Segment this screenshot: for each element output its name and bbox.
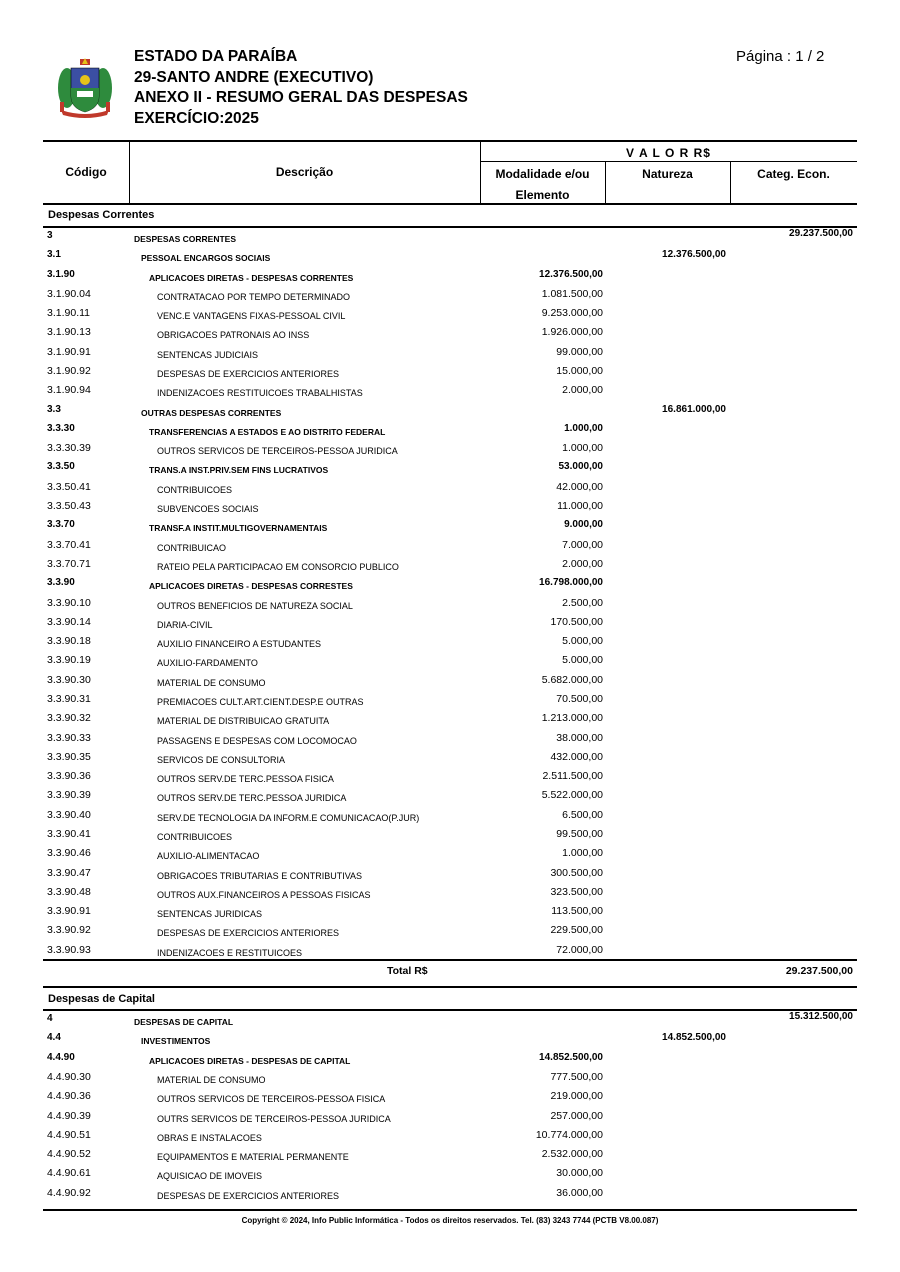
row-code: 4.4.90.30 (47, 1070, 91, 1083)
table-row (43, 555, 857, 574)
row-value-modalidade: 2.500,00 (562, 596, 603, 609)
table-row (43, 1029, 857, 1048)
row-code: 3.3.30 (47, 422, 75, 434)
row-description: EQUIPAMENTOS E MATERIAL PERMANENTE (157, 1152, 349, 1163)
row-description: CONTRIBUICOES (157, 484, 233, 495)
row-value-modalidade: 10.774.000,00 (535, 1128, 603, 1141)
total-label: Total R$ (387, 965, 428, 977)
row-value-modalidade: 30.000,00 (556, 1167, 603, 1180)
row-value-modalidade: 2.532.000,00 (541, 1148, 603, 1161)
row-description: AUXILIO FINANCEIRO A ESTUDANTES (157, 639, 322, 650)
total-bottom-border (43, 986, 857, 988)
row-code: 4.4.90.92 (47, 1186, 91, 1199)
row-code: 3.3.90.14 (47, 615, 91, 628)
table-row (43, 323, 857, 342)
row-value-modalidade: 5.522.000,00 (541, 789, 603, 802)
table-row (43, 343, 857, 362)
row-description: DESPESAS CORRENTES (134, 234, 237, 244)
row-code: 3.1.90.04 (47, 287, 91, 300)
row-description: OBRIGACOES TRIBUTARIAS E CONTRIBUTIVAS (157, 870, 363, 881)
row-code: 3.3.90.19 (47, 654, 91, 667)
header-fiscal-year: EXERCÍCIO:2025 (134, 109, 259, 127)
row-code: 3.3.90.30 (47, 673, 91, 686)
row-description: PASSAGENS E DESPESAS COM LOCOMOCAO (157, 735, 357, 746)
table-row (43, 767, 857, 786)
row-description: TRANSF.A INSTIT.MULTIGOVERNAMENTAIS (149, 523, 328, 534)
table-row (43, 786, 857, 805)
row-code: 4.4.90.61 (47, 1167, 91, 1180)
section-despesas-correntes: Despesas Correntes (48, 209, 155, 221)
row-value-modalidade: 12.376.500,00 (539, 268, 603, 280)
row-description: OUTROS SERVICOS DE TERCEIROS-PESSOA FISICA (157, 1094, 386, 1105)
row-value-modalidade: 6.500,00 (562, 808, 603, 821)
row-code: 4.4.90.39 (47, 1109, 91, 1122)
row-code: 3.1.90 (47, 268, 75, 280)
row-value-categ-econ: 15.312.500,00 (789, 1011, 853, 1022)
row-value-modalidade: 11.000,00 (557, 500, 603, 513)
row-code: 3.1 (47, 249, 61, 261)
row-value-natureza: 12.376.500,00 (662, 249, 726, 261)
table-row (43, 651, 857, 670)
table-row (43, 594, 857, 613)
row-code: 4.4.90 (47, 1051, 75, 1063)
row-code: 3.3.50.43 (47, 500, 91, 513)
col-header-natureza: Natureza (642, 167, 693, 181)
row-value-modalidade: 777.500,00 (550, 1070, 603, 1083)
row-code: 3.3.30.39 (47, 442, 91, 455)
footer-divider (43, 1209, 857, 1211)
row-code: 3.3.90.39 (47, 789, 91, 802)
table-row (43, 921, 857, 940)
row-code: 3.3.90.93 (47, 943, 91, 956)
row-description: SERV.DE TECNOLOGIA DA INFORM.E COMUNICACAO(P.JUR) (157, 812, 420, 823)
row-description: OUTRS SERVICOS DE TERCEIROS-PESSOA JURIDICA (157, 1113, 391, 1124)
row-description: OUTROS AUX.FINANCEIROS A PESSOAS FISICAS (157, 889, 371, 900)
row-code: 4 (47, 1013, 53, 1024)
row-value-modalidade: 170.500,00 (550, 615, 603, 628)
row-value-modalidade: 2.511.500,00 (542, 770, 603, 783)
row-code: 4.4.90.36 (47, 1090, 91, 1103)
row-value-modalidade: 229.500,00 (550, 924, 603, 937)
table-top-border (43, 140, 857, 142)
row-code: 3.1.90.91 (47, 345, 91, 358)
col-header-elemento: Elemento (515, 188, 570, 202)
row-code: 3.3.70.41 (47, 538, 91, 551)
row-value-modalidade: 36.000,00 (556, 1186, 603, 1199)
row-description: DESPESAS DE EXERCICIOS ANTERIORES (157, 369, 340, 380)
row-description: OUTROS SERV.DE TERC.PESSOA FISICA (157, 774, 334, 785)
row-code: 3.3.90.35 (47, 750, 91, 763)
row-code: 3.1.90.13 (47, 326, 91, 339)
row-description: OUTRAS DESPESAS CORRENTES (141, 407, 282, 418)
row-description: PESSOAL ENCARGOS SOCIAIS (141, 253, 271, 264)
row-description: OUTROS SERVICOS DE TERCEIROS-PESSOA JURIDICA (157, 446, 398, 457)
row-code: 3.3.70 (47, 519, 75, 531)
row-value-natureza: 16.861.000,00 (662, 403, 726, 415)
row-code: 3.3.90.31 (47, 692, 91, 705)
row-description: INVESTIMENTOS (141, 1036, 211, 1047)
col-header-codigo: Código (65, 165, 107, 179)
row-code: 3.3.90.46 (47, 847, 91, 860)
row-value-modalidade: 5.000,00 (562, 654, 603, 667)
table-row (43, 690, 857, 709)
row-description: TRANSFERENCIAS A ESTADOS E AO DISTRITO FEDERAL (149, 426, 386, 437)
header-state: ESTADO DA PARAÍBA (134, 48, 298, 65)
row-value-modalidade: 72.000,00 (556, 943, 603, 956)
table-row (43, 825, 857, 844)
table-row (43, 227, 857, 246)
table-row (43, 458, 857, 477)
row-value-modalidade: 1.000,00 (564, 422, 603, 434)
row-code: 3.3.70.71 (47, 557, 91, 570)
table-row (43, 941, 857, 960)
row-description: AQUISICAO DE IMOVEIS (157, 1171, 263, 1182)
row-value-modalidade: 1.213.000,00 (541, 712, 603, 725)
report-header (134, 47, 468, 129)
row-code: 3.3.90.10 (47, 596, 91, 609)
state-coat-of-arms-icon (55, 58, 115, 120)
row-value-modalidade: 15.000,00 (556, 365, 603, 378)
table-row (43, 864, 857, 883)
row-value-modalidade: 38.000,00 (556, 731, 603, 744)
table-row (43, 806, 857, 825)
table-row (43, 632, 857, 651)
row-value-modalidade: 53.000,00 (558, 461, 603, 473)
row-value-modalidade: 9.253.000,00 (541, 307, 603, 320)
table-row (43, 246, 857, 265)
table-row (43, 574, 857, 593)
row-value-modalidade: 7.000,00 (562, 538, 603, 551)
total-value: 29.237.500,00 (785, 965, 853, 977)
row-description: MATERIAL DE DISTRIBUICAO GRATUITA (157, 716, 330, 727)
row-value-modalidade: 99.500,00 (556, 827, 603, 840)
row-value-modalidade: 16.798.000,00 (539, 577, 603, 589)
row-value-modalidade: 14.852.500,00 (539, 1051, 603, 1063)
row-value-modalidade: 1.000,00 (562, 442, 603, 455)
row-value-modalidade: 1.081.500,00 (541, 287, 603, 300)
row-description: PREMIACOES CULT.ART.CIENT.DESP.E OUTRAS (157, 696, 364, 707)
table-row (43, 1049, 857, 1068)
row-description: VENC.E VANTAGENS FIXAS-PESSOAL CIVIL (157, 311, 346, 322)
table-row (43, 613, 857, 632)
row-value-modalidade: 323.500,00 (550, 885, 603, 898)
row-description: OBRAS E INSTALACOES (157, 1132, 262, 1143)
col-header-valor: V A L O R R$ (626, 146, 711, 160)
table-header-bottom-border (43, 203, 857, 205)
row-description: CONTRIBUICAO (157, 542, 227, 553)
valor-underline (480, 161, 857, 162)
table-row (43, 1068, 857, 1087)
row-code: 3.3.90.32 (47, 712, 91, 725)
row-description: MATERIAL DE CONSUMO (157, 1074, 266, 1085)
row-description: APLICACOES DIRETAS - DESPESAS CORRESTES (149, 581, 353, 592)
row-description: DIARIA-CIVIL (157, 619, 213, 630)
row-description: OUTROS SERV.DE TERC.PESSOA JURIDICA (157, 793, 347, 804)
row-value-modalidade: 432.000,00 (550, 750, 603, 763)
row-code: 3.1.90.92 (47, 365, 91, 378)
table-row (43, 1126, 857, 1145)
row-value-modalidade: 2.000,00 (562, 384, 603, 397)
row-description: SENTENCAS JURIDICAS (157, 909, 263, 920)
row-code: 3.3.50.41 (47, 480, 91, 493)
row-code: 3.1.90.11 (47, 307, 91, 320)
row-code: 3.3.90.48 (47, 885, 91, 898)
table-row (43, 497, 857, 516)
row-code: 3.3.90.33 (47, 731, 91, 744)
row-description: APLICACOES DIRETAS - DESPESAS DE CAPITAL (149, 1055, 351, 1066)
row-value-modalidade: 5.000,00 (562, 635, 603, 648)
header-entity: 29-SANTO ANDRE (EXECUTIVO) (134, 68, 374, 86)
row-description: SENTENCAS JUDICIAIS (157, 349, 259, 360)
row-description: DESPESAS DE EXERCICIOS ANTERIORES (157, 1190, 340, 1201)
row-value-modalidade: 257.000,00 (550, 1109, 603, 1122)
table-row (43, 844, 857, 863)
page-number: Página : 1 / 2 (736, 48, 825, 65)
row-code: 4.4 (47, 1032, 61, 1044)
table-row (43, 478, 857, 497)
table-row (43, 401, 857, 420)
row-description: OBRIGACOES PATRONAIS AO INSS (157, 330, 310, 341)
table-row (43, 729, 857, 748)
row-description: DESPESAS DE CAPITAL (134, 1017, 234, 1027)
table-row (43, 748, 857, 767)
row-value-modalidade: 1.926.000,00 (541, 326, 603, 339)
row-code: 3.3.90 (47, 577, 75, 589)
row-code: 3.3.50 (47, 461, 75, 473)
row-description: CONTRATACAO POR TEMPO DETERMINADO (157, 291, 351, 302)
footer-copyright: Copyright © 2024, Info Public Informática - Todos os direitos reservados. Tel. (83) 3243 7744 (PCTB V8.00.087) (241, 1216, 659, 1225)
table-row (43, 420, 857, 439)
row-description: CONTRIBUICOES (157, 831, 233, 842)
row-value-modalidade: 5.682.000,00 (541, 673, 603, 686)
row-code: 3.3.90.92 (47, 924, 91, 937)
table-row (43, 1145, 857, 1164)
table-row (43, 1010, 857, 1029)
total-divider (43, 959, 857, 961)
row-code: 3 (47, 230, 53, 241)
col-header-categ-econ: Categ. Econ. (757, 167, 830, 181)
row-value-modalidade: 219.000,00 (550, 1090, 603, 1103)
table-row (43, 439, 857, 458)
row-code: 3.3.90.47 (47, 866, 91, 879)
row-value-modalidade: 300.500,00 (550, 866, 603, 879)
table-row (43, 1164, 857, 1183)
row-description: TRANS.A INST.PRIV.SEM FINS LUCRATIVOS (149, 465, 329, 476)
row-description: AUXILIO-FARDAMENTO (157, 658, 258, 669)
row-value-modalidade: 2.000,00 (562, 557, 603, 570)
table-row (43, 362, 857, 381)
table-row (43, 381, 857, 400)
table-row (43, 536, 857, 555)
row-code: 3.3.90.40 (47, 808, 91, 821)
row-description: INDENIZACOES E RESTITUICOES (157, 947, 303, 958)
row-code: 4.4.90.51 (47, 1128, 91, 1141)
row-code: 3.3.90.18 (47, 635, 91, 648)
table-row (43, 1087, 857, 1106)
table-row (43, 266, 857, 285)
row-description: SUBVENCOES SOCIAIS (157, 504, 259, 515)
row-description: OUTROS BENEFICIOS DE NATUREZA SOCIAL (157, 600, 353, 611)
row-value-modalidade: 99.000,00 (556, 345, 603, 358)
row-value-modalidade: 113.500,00 (551, 905, 603, 918)
row-value-modalidade: 9.000,00 (564, 519, 603, 531)
table-row (43, 902, 857, 921)
row-code: 3.3.90.36 (47, 770, 91, 783)
row-code: 3.3 (47, 403, 61, 415)
row-description: AUXILIO-ALIMENTACAO (157, 851, 260, 862)
header-report-title: ANEXO II - RESUMO GERAL DAS DESPESAS (134, 89, 468, 106)
col-header-descricao: Descrição (275, 165, 334, 179)
row-value-categ-econ: 29.237.500,00 (789, 228, 853, 239)
row-description: MATERIAL DE CONSUMO (157, 677, 266, 688)
row-description: APLICACOES DIRETAS - DESPESAS CORRENTES (149, 272, 354, 283)
table-row (43, 1107, 857, 1126)
table-row (43, 304, 857, 323)
table-row (43, 709, 857, 728)
row-value-natureza: 14.852.500,00 (662, 1032, 726, 1044)
row-description: INDENIZACOES RESTITUICOES TRABALHISTAS (157, 388, 363, 399)
row-value-modalidade: 1.000,00 (562, 847, 603, 860)
row-code: 4.4.90.52 (47, 1148, 91, 1161)
row-code: 3.1.90.94 (47, 384, 91, 397)
table-row (43, 1184, 857, 1203)
row-value-modalidade: 70.500,00 (556, 692, 603, 705)
row-code: 3.3.90.91 (47, 905, 91, 918)
section-despesas-capital: Despesas de Capital (48, 993, 155, 1005)
table-row (43, 883, 857, 902)
table-row (43, 285, 857, 304)
table-row (43, 516, 857, 535)
row-description: DESPESAS DE EXERCICIOS ANTERIORES (157, 928, 340, 939)
row-value-modalidade: 42.000,00 (556, 480, 603, 493)
col-header-modalidade: Modalidade e/ou (495, 167, 590, 181)
row-code: 3.3.90.41 (47, 827, 91, 840)
row-description: RATEIO PELA PARTICIPACAO EM CONSORCIO PUBLICO (157, 561, 399, 572)
row-description: SERVICOS DE CONSULTORIA (157, 754, 286, 765)
table-row (43, 671, 857, 690)
